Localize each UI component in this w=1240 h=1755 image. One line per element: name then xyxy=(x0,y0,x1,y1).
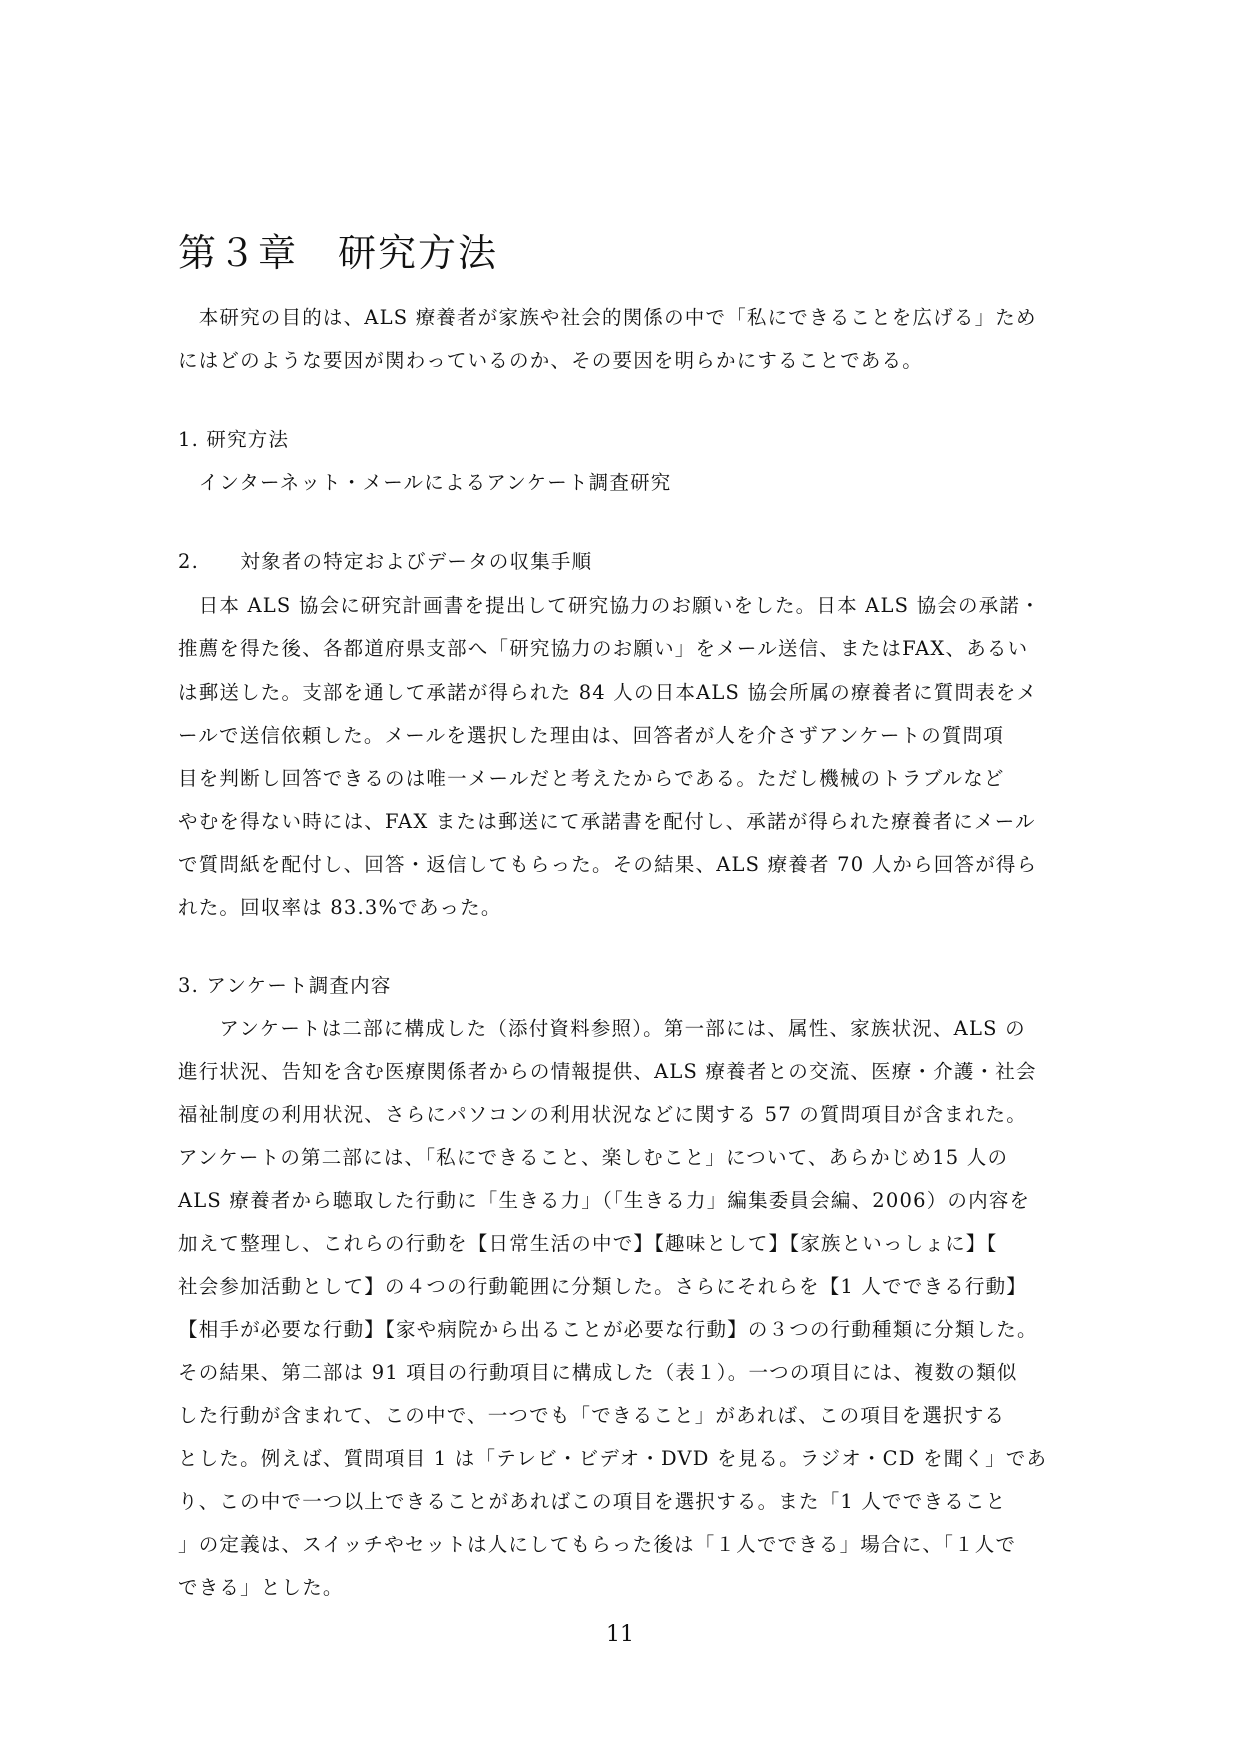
section-body-line: アンケートは二部に構成した（添付資料参照）。第一部には、属性、家族状況、ALS の xyxy=(178,1017,1026,1040)
section-body-line: アンケートの第二部には、「私にできること、楽しむこと」について、あらかじめ15 人の xyxy=(178,1146,1009,1169)
section-body-line: した行動が含まれて、この中で、一つでも「できること」があれば、この項目を選択する xyxy=(178,1404,1006,1427)
section-body-line: 目を判断し回答できるのは唯一メールだと考えたからである。ただし機械のトラブルなど xyxy=(178,767,1005,790)
chapter-title: 第３章 研究方法 xyxy=(178,231,499,275)
section-body-line: その結果、第二部は 91 項目の行動項目に構成した（表１）。一つの項目には、複数の類似 xyxy=(178,1361,1018,1384)
page-number: 11 xyxy=(606,1622,634,1647)
section-body-line: 日本 ALS 協会に研究計画書を提出して研究協力のお願いをした。日本 ALS 協会の承諾・ xyxy=(178,594,1041,617)
section-body-line: は郵送した。支部を通して承諾が得られた 84 人の日本ALS 協会所属の療養者に質問表をメ xyxy=(178,681,1038,704)
section-body-line: できる」とした。 xyxy=(178,1576,344,1599)
section-body-line: 社会参加活動として】の４つの行動範囲に分類した。さらにそれらを【1 人でできる行動】 xyxy=(178,1275,1028,1298)
section-body-line: 【相手が必要な行動】【家や病院から出ることが必要な行動】の３つの行動種類に分類した。 xyxy=(178,1318,1038,1341)
section-body-line: 福祉制度の利用状況、さらにパソコンの利用状況などに関する 57 の質問項目が含まれた。 xyxy=(178,1103,1027,1126)
section-body-line: とした。例えば、質問項目 1 は「テレビ・ビデオ・DVD を見る。ラジオ・CD を聞く」であ xyxy=(178,1447,1048,1470)
section-body-line: ールで送信依頼した。メールを選択した理由は、回答者が人を介さずアンケートの質問項 xyxy=(178,724,1005,747)
section-body-line: 推薦を得た後、各都道府県支部へ「研究協力のお願い」をメール送信、またはFAX、あるい xyxy=(178,637,1029,660)
section-body-line: り、この中で一つ以上できることがあればこの項目を選択する。また「1 人でできること xyxy=(178,1490,1007,1513)
section-body-line: れた。回収率は 83.3%であった。 xyxy=(178,896,502,919)
section-body-line: ALS 療養者から聴取した行動に「生きる力」（「生きる力」編集委員会編、2006）の内容を xyxy=(178,1189,1031,1212)
section-body-line: 進行状況、告知を含む医療関係者からの情報提供、ALS 療養者との交流、医療・介護・社会 xyxy=(178,1060,1037,1083)
section-body-line: やむを得ない時には、FAX または郵送にて承諾書を配付し、承諾が得られた療養者にメール xyxy=(178,810,1036,833)
section-body-line: 加えて整理し、これらの行動を【日常生活の中で】【趣味として】【家族といっしょに】【 xyxy=(178,1232,998,1255)
section-body-line: 」の定義は、スイッチやセットは人にしてもらった後は「１人でできる」場合に、「１人で xyxy=(178,1533,1017,1556)
section-heading: 2. 対象者の特定およびデータの収集手順 xyxy=(178,550,593,573)
intro-line: にはどのような要因が関わっているのか、その要因を明らかにすることである。 xyxy=(178,349,924,372)
intro-line: 本研究の目的は、ALS 療養者が家族や社会的関係の中で「私にできることを広げる」ため xyxy=(178,306,1037,329)
section-body-line: インターネット・メールによるアンケート調査研究 xyxy=(178,471,672,494)
section-heading: 1. 研究方法 xyxy=(178,428,290,451)
section-body-line: で質問紙を配付し、回答・返信してもらった。その結果、ALS 療養者 70 人から回答が得ら xyxy=(178,853,1038,876)
section-heading: 3. アンケート調査内容 xyxy=(178,974,392,997)
